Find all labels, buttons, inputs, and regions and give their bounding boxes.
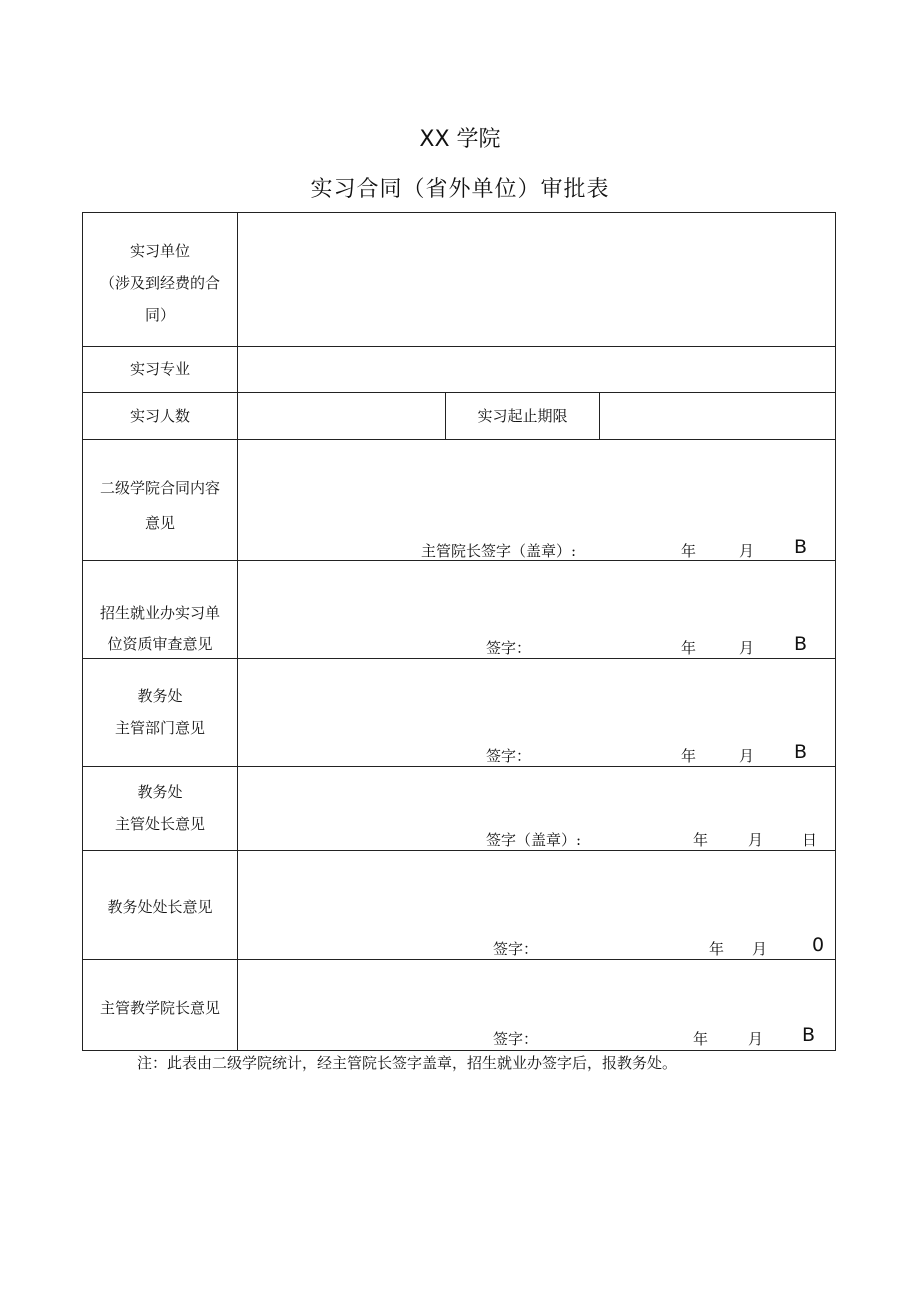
office-head-day: 0 [812,934,825,956]
college-label-line1: 二级学院合同内容 [99,479,220,497]
section-head-opinion-label [83,776,237,840]
dean-day: B [802,1024,816,1046]
admissions-month: 月 [739,639,755,657]
office-head-year: 年 [709,940,725,958]
count-input-area[interactable] [238,393,445,439]
admissions-year: 年 [681,639,697,657]
college-month: 月 [739,542,755,560]
unit-label-line2: （涉及到经费的合 [99,274,220,292]
section-head-month: 月 [748,831,764,849]
approval-form-table [82,212,836,1051]
admissions-sign-label: 签字： [486,639,532,657]
admissions-label-line1: 招生就业办实习单 [99,604,220,622]
admissions-label-line2: 位资质审查意见 [107,635,213,653]
dept-label-line1: 教务处 [137,687,183,705]
count-label: 实习人数 [129,407,190,425]
admissions-opinion-label [83,598,237,660]
dept-label-line2: 主管部门意见 [114,719,205,737]
period-input-area[interactable] [600,393,835,439]
section-head-sign-label: 签字（盖章）: [486,831,582,849]
unit-label-line3: 同） [144,306,175,324]
dept-day: B [794,741,808,763]
dept-year: 年 [681,747,697,765]
dean-month: 月 [748,1030,764,1048]
section-head-day: 日 [802,831,818,849]
period-label: 实习起止期限 [477,407,568,425]
college-sign-label: 主管院长签字（盖章）: [421,542,577,560]
dept-sign-label: 签字： [486,747,532,765]
section-head-label-line2: 主管处长意见 [114,815,205,833]
unit-input-area[interactable] [238,213,835,346]
dept-month: 月 [739,747,755,765]
section-head-label-line1: 教务处 [137,783,183,801]
college-day: B [794,536,808,558]
office-head-month: 月 [752,940,768,958]
college-title: XX 学院 [419,127,501,152]
major-input-area[interactable] [238,347,835,392]
row-unit-label [83,235,237,331]
dept-opinion-label [83,680,237,744]
college-label-line2: 意见 [144,514,175,532]
dean-year: 年 [693,1030,709,1048]
dean-sign-label: 签字： [493,1030,539,1048]
form-title: 实习合同（省外单位）审批表 [310,177,610,202]
unit-label-line1: 实习单位 [129,242,190,260]
major-label: 实习专业 [129,360,190,378]
college-year: 年 [681,542,697,560]
admissions-day: B [794,633,808,655]
office-head-sign-label: 签字： [493,940,539,958]
college-opinion-label [83,471,237,541]
dean-opinion-label: 主管教学院长意见 [99,999,220,1017]
office-head-opinion-label: 教务处处长意见 [107,898,213,916]
section-head-year: 年 [693,831,709,849]
footer-note: 注：此表由二级学院统计，经主管院长签字盖章，招生就业办签字后，报教务处。 [137,1054,678,1072]
